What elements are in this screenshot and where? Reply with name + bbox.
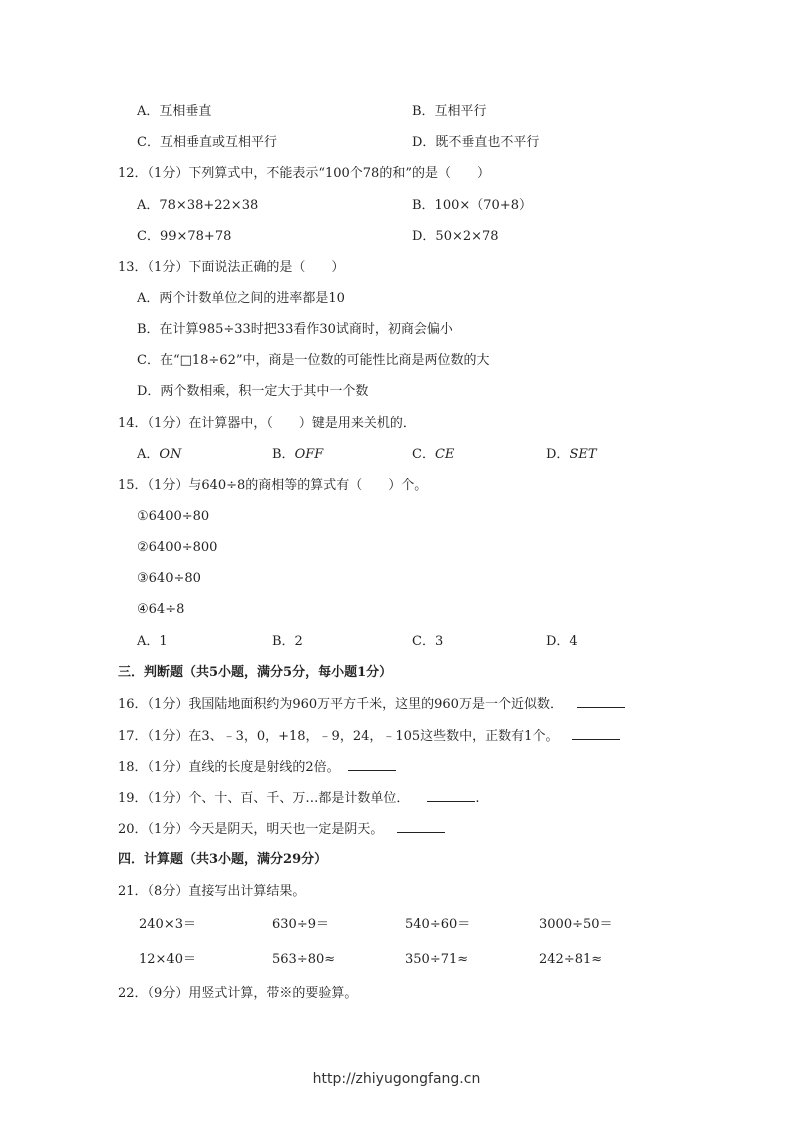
q14-option-c-key: CE: [434, 447, 455, 462]
q14-option-a-key: ON: [159, 447, 182, 462]
q17-text: 17．（1分）在3、﹣3，0，+18，﹣9，24，﹣105这些数中，正数有1个。: [118, 727, 620, 746]
q11-option-d: D．既不垂直也不平行: [412, 135, 540, 150]
q15-item-4: ④64÷8: [137, 602, 185, 617]
q12-stem: 12．（1分）下列算式中，不能表示“100个78的和”的是（ ）: [118, 166, 490, 181]
q19-answer-blank[interactable]: [427, 789, 475, 802]
q20-answer-blank[interactable]: [397, 820, 445, 833]
q18-answer-blank[interactable]: [348, 758, 396, 771]
q14-stem: 14．（1分）在计算器中，（ ）键是用来关机的．: [118, 416, 416, 431]
q12-option-c: C．99×78+78: [137, 229, 232, 244]
q21-expr: 240×3＝: [139, 917, 196, 932]
q16-answer-blank[interactable]: [577, 695, 625, 708]
q15-option-c: C．3: [412, 634, 444, 649]
q21-expr: 563÷80≈: [272, 952, 336, 967]
q17-answer-blank[interactable]: [572, 727, 620, 740]
q14-option-c: C．CE: [412, 447, 455, 462]
q13-option-a: A．两个计数单位之间的进率都是10: [137, 291, 345, 306]
q15-option-a: A．1: [137, 634, 168, 649]
q22-stem: 22．（9分）用竖式计算，带※的要验算。: [118, 986, 358, 1001]
q13-option-d: D．两个数相乘，积一定大于其中一个数: [137, 384, 369, 399]
q14-option-b-key: OFF: [294, 447, 324, 462]
section3-title: 三．判断题（共5小题，满分5分，每小题1分）: [118, 665, 393, 680]
q21-stem: 21．（8分）直接写出计算结果。: [118, 884, 306, 899]
q21-expr: 12×40＝: [139, 952, 196, 967]
q11-option-a: A．互相垂直: [137, 104, 212, 119]
q15-option-b: B．2: [272, 634, 303, 649]
q15-item-1: ①6400÷80: [137, 509, 210, 524]
footer-url[interactable]: http://zhiyugongfang.cn: [312, 1071, 481, 1087]
q19-text: 19．（1分）个、十、百、千、万…都是计数单位． .: [118, 791, 480, 806]
q15-option-d: D．4: [546, 634, 578, 649]
q16-text: 16．（1分）我国陆地面积约为960万平方千米，这里的960万是一个近似数．: [118, 695, 625, 714]
q21-expr: 3000÷50＝: [539, 917, 613, 932]
q14-option-a: A．ON: [137, 447, 182, 462]
q14-option-b: B．OFF: [272, 447, 324, 462]
q12-option-d: D．50×2×78: [412, 229, 499, 244]
q14-option-d-key: SET: [569, 447, 597, 462]
q12-option-a: A．78×38+22×38: [137, 198, 259, 213]
q21-expr: 630÷9＝: [272, 917, 329, 932]
q18-text: 18．（1分）直线的长度是射线的2倍。: [118, 758, 396, 777]
q13-option-b: B．在计算985÷33时把33看作30试商时，初商会偏小: [137, 322, 453, 337]
q13-stem: 13．（1分）下面说法正确的是（ ）: [118, 260, 345, 275]
q15-stem: 15．（1分）与640÷8的商相等的算式有（ ）个。: [118, 478, 428, 493]
q21-expr: 540÷60＝: [405, 917, 471, 932]
q15-item-3: ③640÷80: [137, 571, 201, 586]
q14-option-d: D．SET: [546, 447, 597, 462]
q20-text: 20．（1分）今天是阴天，明天也一定是阴天。: [118, 820, 445, 839]
q21-expr: 242÷81≈: [539, 952, 603, 967]
section4-title: 四．计算题（共3小题，满分29分）: [118, 852, 328, 867]
q12-option-b: B．100×（70+8）: [412, 198, 532, 213]
q11-option-c: C．互相垂直或互相平行: [137, 135, 277, 150]
q21-expr: 350÷71≈: [405, 952, 469, 967]
q15-item-2: ②6400÷800: [137, 540, 218, 555]
q11-option-b: B．互相平行: [412, 104, 487, 119]
q13-option-c: C．在“□18÷62”中，商是一位数的可能性比商是两位数的大: [137, 353, 490, 368]
